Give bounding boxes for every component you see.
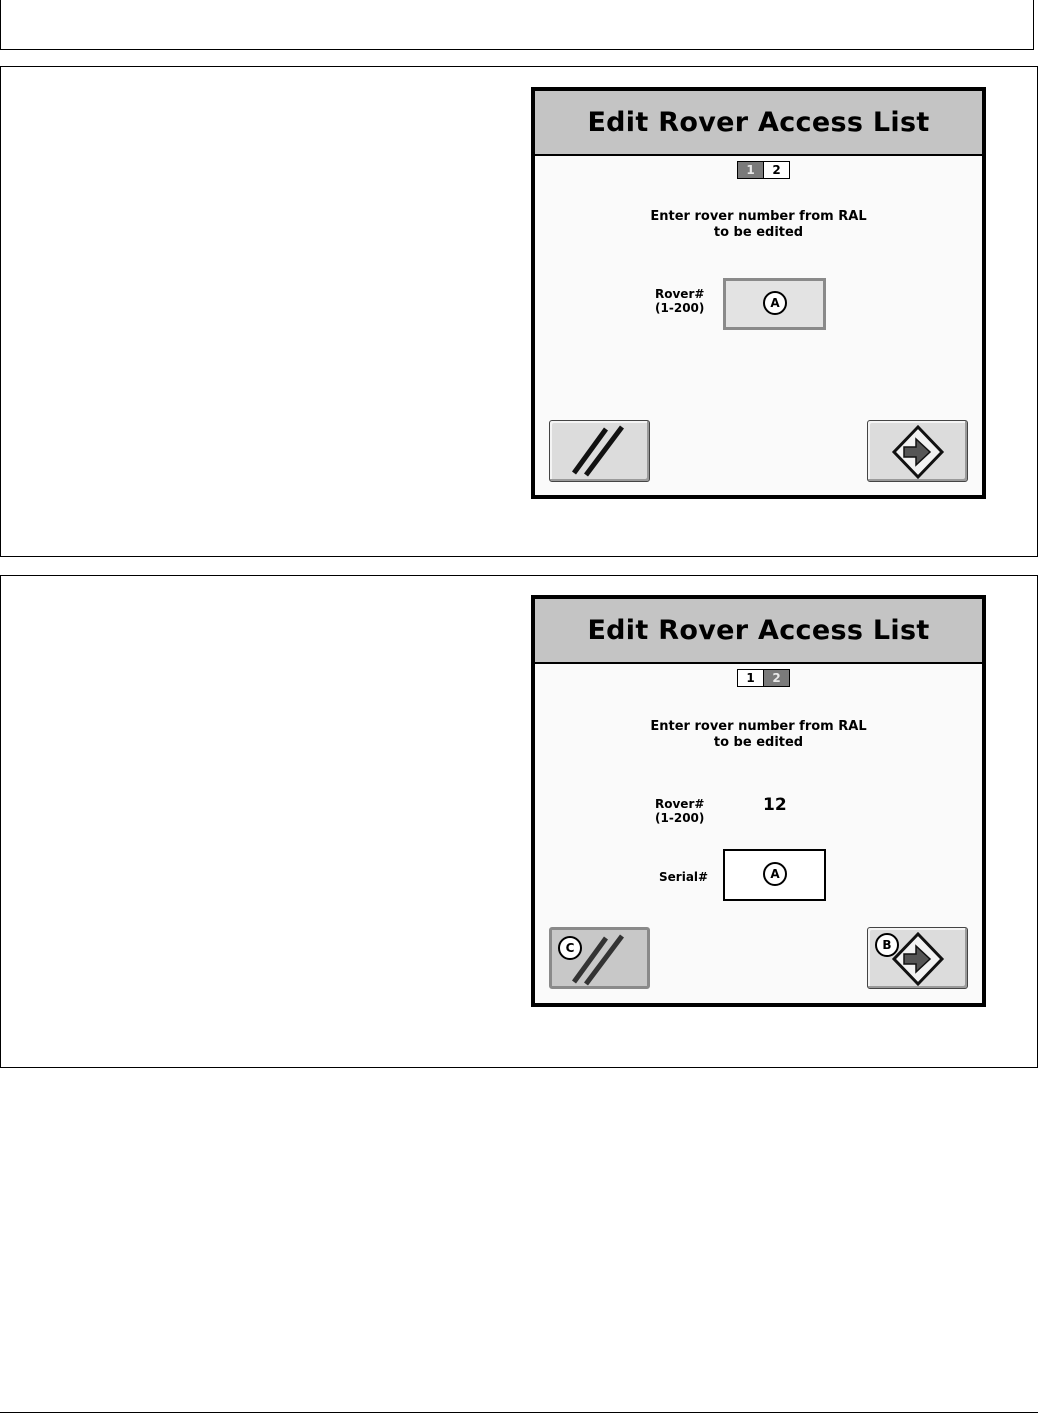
- page-tab-1[interactable]: 1: [738, 162, 763, 178]
- instruction-line-1: Enter rover number from RAL: [650, 719, 867, 734]
- page-indicator: [737, 669, 790, 687]
- rover-number-input[interactable]: [723, 278, 826, 330]
- figure-panel-1: [0, 66, 1038, 557]
- screen-title: Edit Rover Access List: [535, 599, 982, 664]
- figure-panel-2: [0, 575, 1038, 1068]
- callout-a: A: [763, 291, 787, 315]
- rover-label: [655, 287, 704, 315]
- cancel-button[interactable]: [549, 927, 650, 989]
- page-indicator: [737, 161, 790, 179]
- display-screen-1: [531, 87, 986, 499]
- rover-range-text: (1-200): [655, 301, 705, 315]
- enter-button[interactable]: [867, 927, 968, 989]
- rover-label-text: Rover#: [655, 287, 705, 301]
- rover-range-text: (1-200): [655, 811, 705, 825]
- callout-b: B: [875, 933, 899, 957]
- display-screen-2: [531, 595, 986, 1007]
- rover-label-text: Rover#: [655, 797, 705, 811]
- page-tab-2[interactable]: 2: [763, 162, 789, 178]
- instruction-line-1: Enter rover number from RAL: [650, 209, 867, 224]
- cancel-slashes-icon: [550, 421, 651, 483]
- serial-label: Serial#: [659, 870, 709, 884]
- page-tab-2[interactable]: 2: [764, 670, 789, 686]
- enter-arrow-icon: [868, 421, 969, 483]
- callout-a: A: [763, 862, 787, 886]
- rover-label: [655, 797, 704, 825]
- instruction-line-2: to be edited: [713, 735, 804, 750]
- screen-title: Edit Rover Access List: [535, 91, 982, 156]
- instruction-line-2: to be edited: [713, 225, 804, 240]
- top-frame: [0, 0, 1034, 50]
- page-tab-1[interactable]: 1: [738, 670, 764, 686]
- callout-c: C: [558, 936, 582, 960]
- serial-number-input[interactable]: [723, 849, 826, 901]
- cancel-button[interactable]: [549, 420, 650, 482]
- rover-number-value: 12: [763, 795, 787, 815]
- enter-button[interactable]: [867, 420, 968, 482]
